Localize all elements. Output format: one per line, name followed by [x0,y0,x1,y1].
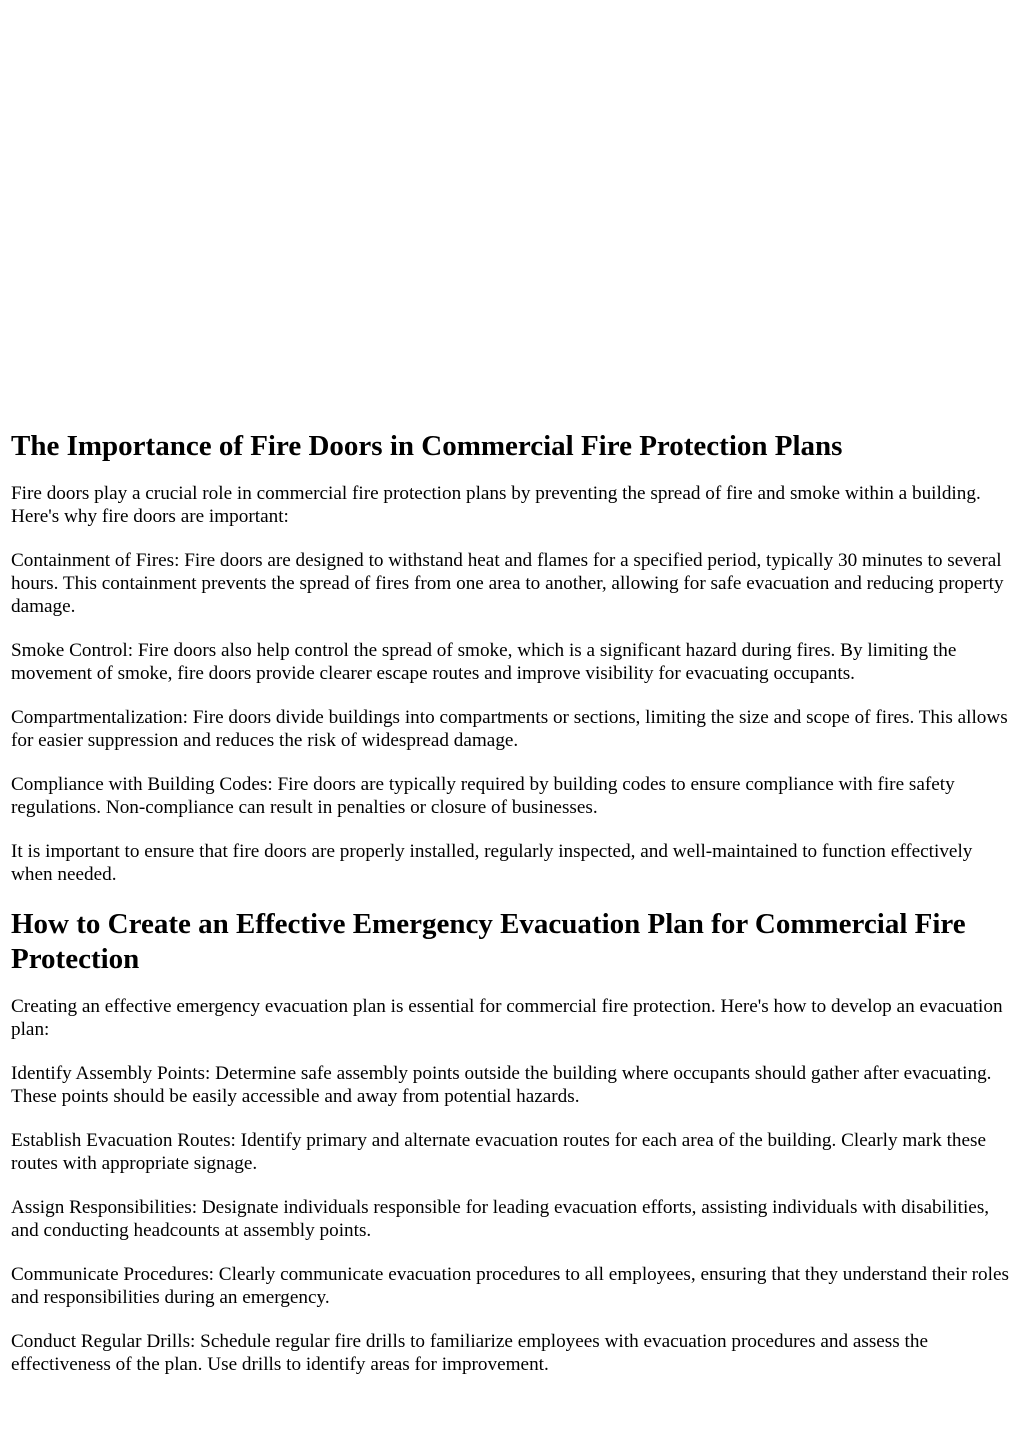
paragraph: Containment of Fires: Fire doors are designed to withstand heat and flames for a specified period, typically 30 minutes to several hours. This containment prevents the spread of fires from one area to another, allowing for safe evacuation and reducing property damage. [11,550,1004,617]
paragraph: Compartmentalization: Fire doors divide buildings into compartments or sections, limiting the size and scope of fires. This allows for easier suppression and reduces the risk of widespread damage. [11,707,1008,751]
paragraph: Establish Evacuation Routes: Identify primary and alternate evacuation routes for each area of the building. Clearly mark these routes with appropriate signage. [11,1130,987,1174]
paragraph: Identify Assembly Points: Determine safe assembly points outside the building where occupants should gather after evacuating. These points should be easily accessible and away from potential hazards. [11,1063,992,1107]
paragraph: Compliance with Building Codes: Fire doors are typically required by building codes to ensure compliance with fire safety regulations. Non-compliance can result in penalties or closure of businesses. [11,774,955,818]
paragraph: It is important to ensure that fire doors are properly installed, regularly inspected, and well-maintained to function effectively when needed. [11,841,973,885]
section-fire-doors [11,429,1015,886]
section-heading: How to Create an Effective Emergency Evacuation Plan for Commercial Fire Protection [11,908,966,975]
blank-image-area [0,0,1024,420]
section-heading: The Importance of Fire Doors in Commercial Fire Protection Plans [11,430,843,462]
paragraph: Fire doors play a crucial role in commercial fire protection plans by preventing the spread of fire and smoke within a building. Here's why fire doors are important: [11,483,981,527]
section-evacuation-plan [11,907,1015,1376]
paragraph: Creating an effective emergency evacuation plan is essential for commercial fire protection. Here's how to develop an evacuation plan: [11,996,1003,1040]
paragraph: Communicate Procedures: Clearly communicate evacuation procedures to all employees, ensuring that they understand their roles and responsibilities during an emergency. [11,1264,1009,1308]
paragraph: Assign Responsibilities: Designate individuals responsible for leading evacuation efforts, assisting individuals with disabilities, and conducting headcounts at assembly points. [11,1197,990,1241]
article-body [11,429,1015,1397]
paragraph: Smoke Control: Fire doors also help control the spread of smoke, which is a significant hazard during fires. By limiting the movement of smoke, fire doors provide clearer escape routes and improve visibility for evacuating occupants. [11,640,957,684]
paragraph: Conduct Regular Drills: Schedule regular fire drills to familiarize employees with evacuation procedures and assess the effectiveness of the plan. Use drills to identify areas for improvement. [11,1331,928,1375]
